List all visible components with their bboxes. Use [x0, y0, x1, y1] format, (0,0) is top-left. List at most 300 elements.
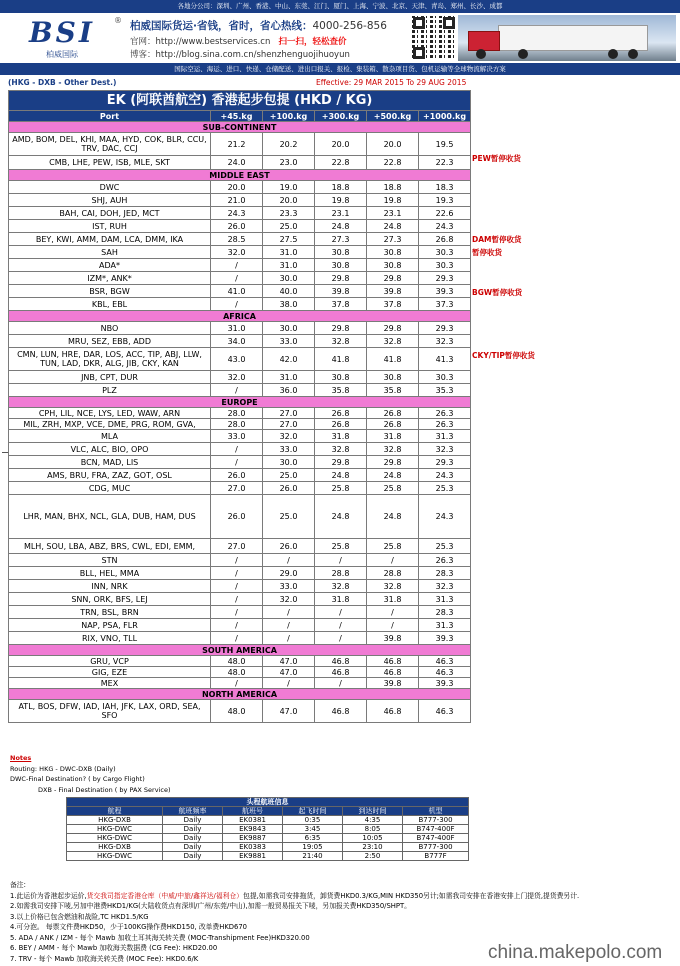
remark-3: 3.以上价格已包含燃油和战险,TC HKD1.5/KG	[10, 912, 149, 921]
port-cell: BLL, HEL, MMA	[9, 567, 211, 580]
rate-cell: /	[263, 619, 315, 632]
rate-cell: 34.0	[211, 335, 263, 348]
table-row	[9, 272, 471, 285]
port-cell: SAH	[9, 246, 211, 259]
table-row	[9, 419, 471, 430]
port-cell: AMD, BOM, DEL, KHI, MAA, HYD, COK, BLR, CCU, TRV, DAC, CCJ	[9, 133, 211, 156]
rate-cell: 32.8	[367, 443, 419, 456]
rate-cell: /	[315, 632, 367, 645]
rate-cell: /	[315, 619, 367, 632]
rate-cell: /	[367, 554, 419, 567]
port-cell: KBL, EBL	[9, 298, 211, 311]
port-cell: CMN, LUN, HRE, DAR, LOS, ACC, TIP, ABJ, LLW, TUN, LAD, DKR, ALG, JIB, CKY, KAN	[9, 348, 211, 371]
flight-cell: HKG-DWC	[67, 834, 163, 843]
port-cell: BSR, BGW	[9, 285, 211, 298]
flight-cell: Daily	[163, 852, 223, 861]
port-cell: MRU, SEZ, EBB, ADD	[9, 335, 211, 348]
rate-cell: 24.3	[211, 207, 263, 220]
rate-cell: /	[211, 384, 263, 397]
rate-cell: 40.0	[263, 285, 315, 298]
rate-cell: 39.8	[367, 632, 419, 645]
rate-cell: /	[211, 567, 263, 580]
route-label: (HKG - DXB - Other Dest.)	[8, 78, 117, 87]
rate-cell: 25.0	[263, 495, 315, 539]
region-label: SUB-CONTINENT	[9, 122, 471, 133]
rate-cell: 31.0	[263, 259, 315, 272]
rate-cell: 29.8	[315, 322, 367, 335]
rate-cell: 28.3	[419, 606, 471, 619]
region-label: EUROPE	[9, 397, 471, 408]
table-row	[9, 539, 471, 554]
services-bar: 国际空运、海运、进口、快递、仓储配送、进出口报关、报检、集装箱、散杂项目货、包机运输等全球物流解决方案	[0, 63, 680, 75]
notes-routing: Routing: HKG - DWC-DXB (Daily)	[10, 765, 116, 773]
port-cell: CDG, MUC	[9, 482, 211, 495]
flight-cell: 23:10	[343, 843, 403, 852]
rate-cell: 20.0	[263, 194, 315, 207]
rate-cell: 46.8	[315, 656, 367, 667]
rate-cell: 30.0	[263, 272, 315, 285]
rate-cell: 36.0	[263, 384, 315, 397]
rate-cell: 22.3	[419, 156, 471, 170]
port-cell: NAP, PSA, FLR	[9, 619, 211, 632]
rate-cell: 41.8	[315, 348, 367, 371]
flight-row	[67, 816, 469, 825]
rate-cell: 46.8	[367, 656, 419, 667]
table-row	[9, 593, 471, 606]
rate-cell: 32.8	[367, 580, 419, 593]
rate-cell: 21.0	[211, 194, 263, 207]
rate-cell: 29.8	[315, 456, 367, 469]
rate-cell: 25.8	[367, 482, 419, 495]
region-label: NORTH AMERICA	[9, 689, 471, 700]
flight-row	[67, 834, 469, 843]
rate-cell: 24.3	[419, 495, 471, 539]
rate-cell: 26.0	[211, 220, 263, 233]
rate-cell: 26.0	[263, 539, 315, 554]
rate-cell: 24.0	[211, 156, 263, 170]
flight-cell: Daily	[163, 834, 223, 843]
port-cell: CMB, LHE, PEW, ISB, MLE, SKT	[9, 156, 211, 170]
side-note: DAM暂停收货	[472, 235, 522, 244]
notes-heading: Notes	[10, 754, 32, 762]
flight-cell: EK0381	[223, 816, 283, 825]
rate-table	[8, 90, 471, 723]
flight-col-departure: 起飞时间	[283, 807, 343, 816]
rate-cell: 29.8	[367, 272, 419, 285]
port-cell: BAH, CAI, DOH, JED, MCT	[9, 207, 211, 220]
flight-cell: HKG-DWC	[67, 825, 163, 834]
rate-cell: 33.0	[263, 335, 315, 348]
port-cell: VLC, ALC, BIO, OPO	[9, 443, 211, 456]
table-row	[9, 371, 471, 384]
remark-2: 2.如需我司安排下唛,另加中港费HKD1/KG(大陆收货点有深圳/广州/东莞/中山),加需一般贸易报关下唛，另加报关费HKD350/SHPT。	[10, 902, 411, 910]
column-header-row	[9, 111, 471, 122]
region-label: AFRICA	[9, 311, 471, 322]
table-row	[9, 700, 471, 723]
rate-cell: 25.3	[419, 482, 471, 495]
rate-cell: 18.3	[419, 181, 471, 194]
rate-cell: 46.8	[367, 700, 419, 723]
table-row	[9, 469, 471, 482]
rate-cell: 31.3	[419, 619, 471, 632]
notes-dxb: DXB - Final Destination ( by PAX Service)	[38, 786, 171, 794]
rate-cell: 39.3	[419, 285, 471, 298]
flight-header-row	[67, 807, 469, 816]
table-title: EK (阿联酋航空) 香港起步包提 (HKD / KG)	[9, 91, 471, 111]
flight-cell: 19:05	[283, 843, 343, 852]
flight-col-number: 航班号	[223, 807, 283, 816]
region-row	[9, 645, 471, 656]
rate-cell: 28.8	[315, 567, 367, 580]
table-row	[9, 259, 471, 272]
table-row	[9, 678, 471, 689]
remarks-title: 备注:	[10, 881, 26, 889]
flight-cell: B777-300	[403, 843, 469, 852]
table-row	[9, 495, 471, 539]
remark-1-a: 1.此运价为香港起步运价,	[10, 891, 87, 900]
rate-cell: 31.3	[419, 593, 471, 606]
rate-cell: 30.8	[367, 246, 419, 259]
rate-cell: 21.2	[211, 133, 263, 156]
rate-cell: 46.3	[419, 700, 471, 723]
port-cell: DWC	[9, 181, 211, 194]
port-cell: MIL, ZRH, MXP, VCE, DME, PRG, ROM, GVA,	[9, 419, 211, 430]
rate-cell: 38.0	[263, 298, 315, 311]
rate-cell: 20.0	[367, 133, 419, 156]
rate-cell: 30.3	[419, 259, 471, 272]
website-link[interactable]: http://www.bestservices.cn	[155, 37, 271, 47]
flight-cell: 0:35	[283, 816, 343, 825]
rate-cell: 39.8	[367, 678, 419, 689]
table-row	[9, 285, 471, 298]
rate-cell: 41.0	[211, 285, 263, 298]
table-row	[9, 233, 471, 246]
table-row	[9, 667, 471, 678]
port-cell: ATL, BOS, DFW, IAD, IAH, JFK, LAX, ORD, SEA, SFO	[9, 700, 211, 723]
rate-cell: 25.0	[263, 469, 315, 482]
rate-cell: 29.3	[419, 272, 471, 285]
remark-6: 6. BEY / AMM - 每个 Mawb 加收海关数据费 (CG Fee): HKD20.00	[10, 944, 218, 952]
region-row	[9, 311, 471, 322]
port-cell: IST, RUH	[9, 220, 211, 233]
rate-cell: 31.3	[419, 430, 471, 443]
port-cell: GRU, VCP	[9, 656, 211, 667]
remark-1-b: 货交我司指定香港仓库（中威/中旅/鑫祥达/福利仓）	[86, 891, 244, 900]
rate-cell: 30.8	[315, 259, 367, 272]
logo-subtitle: 柏威国际	[46, 50, 78, 59]
rate-cell: /	[211, 632, 263, 645]
rate-cell: 24.8	[367, 495, 419, 539]
flight-cell: 6:35	[283, 834, 343, 843]
flight-cell: Daily	[163, 825, 223, 834]
port-cell: PLZ	[9, 384, 211, 397]
port-cell: BCN, MAD, LIS	[9, 456, 211, 469]
table-title-row	[9, 91, 471, 111]
rate-cell: 30.3	[419, 371, 471, 384]
rate-cell: 30.0	[263, 322, 315, 335]
col-header-300kg: +300.kg	[315, 111, 367, 122]
rate-cell: 29.0	[263, 567, 315, 580]
rate-cell: 26.3	[419, 408, 471, 419]
rate-cell: 25.3	[419, 539, 471, 554]
flight-cell: HKG-DXB	[67, 843, 163, 852]
flight-cell: EK0383	[223, 843, 283, 852]
rate-cell: /	[211, 619, 263, 632]
flight-cell: B777-300	[403, 816, 469, 825]
table-row	[9, 606, 471, 619]
port-cell: IZM*, ANK*	[9, 272, 211, 285]
rate-cell: 19.8	[367, 194, 419, 207]
port-cell: MLA	[9, 430, 211, 443]
port-cell: RIX, VNO, TLL	[9, 632, 211, 645]
flight-table	[66, 797, 469, 861]
table-row	[9, 482, 471, 495]
rate-cell: 39.3	[419, 632, 471, 645]
rate-cell: 28.8	[367, 567, 419, 580]
rate-cell: 25.8	[315, 482, 367, 495]
rate-cell: 26.0	[211, 495, 263, 539]
flight-col-frequency: 航班频率	[163, 807, 223, 816]
region-row	[9, 397, 471, 408]
rate-cell: /	[211, 298, 263, 311]
rate-cell: 30.8	[315, 246, 367, 259]
region-row	[9, 122, 471, 133]
rate-cell: 26.0	[211, 469, 263, 482]
remark-1	[10, 891, 579, 902]
port-cell: STN	[9, 554, 211, 567]
rate-cell: 31.0	[263, 246, 315, 259]
col-header-45kg: +45.kg	[211, 111, 263, 122]
scan-tagline: 扫一扫，轻松查价	[278, 37, 347, 47]
flight-col-arrival: 到达时间	[343, 807, 403, 816]
rate-cell: 26.8	[419, 233, 471, 246]
table-row	[9, 554, 471, 567]
flight-cell: EK9881	[223, 852, 283, 861]
side-note: 暂停收货	[472, 248, 502, 257]
rate-cell: 26.3	[419, 419, 471, 430]
rate-cell: 32.8	[315, 335, 367, 348]
rate-cell: 28.0	[211, 419, 263, 430]
rate-cell: 28.0	[211, 408, 263, 419]
rate-cell: 30.0	[263, 456, 315, 469]
flight-title-row	[67, 798, 469, 807]
rate-cell: 27.0	[263, 419, 315, 430]
rate-cell: 27.3	[315, 233, 367, 246]
table-row	[9, 181, 471, 194]
rate-cell: 29.3	[419, 322, 471, 335]
rate-cell: 33.0	[263, 580, 315, 593]
table-row	[9, 348, 471, 371]
port-cell: INN, NRK	[9, 580, 211, 593]
remark-5: 5. ADA / ANK / IZM - 每个 Mawb 加收土耳其海关转关费 (MOC-Transhipment Fee)HKD320.00	[10, 933, 310, 942]
rate-cell: 32.3	[419, 443, 471, 456]
table-row	[9, 207, 471, 220]
flight-cell: 2:50	[343, 852, 403, 861]
rate-cell: 19.5	[419, 133, 471, 156]
rate-cell: 24.8	[367, 220, 419, 233]
rate-cell: 23.0	[263, 156, 315, 170]
rate-cell: 32.0	[211, 371, 263, 384]
rate-cell: 19.0	[263, 181, 315, 194]
port-cell: SHJ, AUH	[9, 194, 211, 207]
rate-cell: /	[211, 606, 263, 619]
table-row	[9, 619, 471, 632]
rate-cell: /	[211, 456, 263, 469]
rate-cell: 47.0	[263, 667, 315, 678]
rate-cell: 23.1	[367, 207, 419, 220]
flight-cell: Daily	[163, 816, 223, 825]
table-row	[9, 335, 471, 348]
rate-cell: 30.8	[367, 371, 419, 384]
rate-cell: /	[263, 606, 315, 619]
port-cell: NBO	[9, 322, 211, 335]
rate-cell: 20.2	[263, 133, 315, 156]
rate-cell: 39.8	[367, 285, 419, 298]
port-cell: AMS, BRU, FRA, ZAZ, GOT, OSL	[9, 469, 211, 482]
hotline-number: 4000-256-856	[312, 20, 387, 32]
blog-link[interactable]: http://blog.sina.com.cn/shenzhenguojihuoyun	[155, 50, 350, 60]
rate-cell: 30.3	[419, 246, 471, 259]
rate-cell: 48.0	[211, 656, 263, 667]
flight-cell: EK9887	[223, 834, 283, 843]
rate-cell: 24.8	[367, 469, 419, 482]
rate-cell: 23.3	[263, 207, 315, 220]
rate-cell: 24.8	[315, 495, 367, 539]
rate-cell: 26.8	[315, 408, 367, 419]
rate-cell: 29.8	[315, 272, 367, 285]
rate-cell: 31.8	[315, 593, 367, 606]
table-row	[9, 567, 471, 580]
rate-cell: 23.1	[315, 207, 367, 220]
rate-cell: 48.0	[211, 700, 263, 723]
flight-cell: 4:35	[343, 816, 403, 825]
rate-cell: 32.0	[263, 430, 315, 443]
rate-cell: 32.3	[419, 335, 471, 348]
col-header-1000kg: +1000.kg	[419, 111, 471, 122]
table-row	[9, 430, 471, 443]
rate-cell: 32.3	[419, 580, 471, 593]
rate-cell: /	[211, 580, 263, 593]
rate-cell: 46.3	[419, 667, 471, 678]
rate-cell: 31.0	[263, 371, 315, 384]
rate-cell: /	[211, 272, 263, 285]
table-row	[9, 408, 471, 419]
website-label: 官网：	[130, 37, 156, 47]
region-row	[9, 170, 471, 181]
margin-mark	[2, 452, 8, 453]
flight-cell: 8:05	[343, 825, 403, 834]
table-row	[9, 656, 471, 667]
rate-cell: /	[315, 678, 367, 689]
rate-cell: 41.8	[367, 348, 419, 371]
table-row	[9, 384, 471, 397]
rate-cell: 33.0	[263, 443, 315, 456]
rate-cell: 25.0	[263, 220, 315, 233]
rate-cell: 37.8	[315, 298, 367, 311]
watermark: china.makepolo.com	[488, 942, 663, 963]
port-cell: MLH, SOU, LBA, ABZ, BRS, CWL, EDI, EMM,	[9, 539, 211, 554]
effective-dates: Effective: 29 MAR 2015 To 29 AUG 2015	[316, 78, 467, 87]
rate-cell: 20.0	[211, 181, 263, 194]
rate-cell: 25.8	[367, 539, 419, 554]
remark-7: 7. TRV - 每个 Mawb 加收海关转关费 (MOC Fee): HKD0.6/K	[10, 954, 199, 963]
rate-cell: 46.8	[315, 700, 367, 723]
rate-cell: 28.5	[211, 233, 263, 246]
rate-cell: 24.8	[315, 469, 367, 482]
website-line	[130, 35, 346, 47]
flight-cell: B777F	[403, 852, 469, 861]
rate-cell: 32.0	[263, 593, 315, 606]
flight-cell: 3:45	[283, 825, 343, 834]
flight-cell: B747-400F	[403, 825, 469, 834]
slogan-text: 柏威国际货运·省钱，省时，省心热线：	[130, 20, 313, 32]
rate-cell: 42.0	[263, 348, 315, 371]
table-row	[9, 456, 471, 469]
flight-row	[67, 825, 469, 834]
rate-cell: 35.8	[367, 384, 419, 397]
rate-cell: /	[367, 606, 419, 619]
rate-cell: 19.3	[419, 194, 471, 207]
port-cell: MEX	[9, 678, 211, 689]
rate-cell: 20.0	[315, 133, 367, 156]
rate-cell: /	[211, 593, 263, 606]
bsi-logo	[12, 16, 122, 60]
port-cell: SNN, ORK, BFS, LEJ	[9, 593, 211, 606]
rate-cell: 30.8	[367, 259, 419, 272]
rate-cell: /	[263, 632, 315, 645]
rate-cell: 27.0	[211, 482, 263, 495]
rate-cell: 19.8	[315, 194, 367, 207]
notes-title	[10, 754, 31, 762]
table-row	[9, 194, 471, 207]
qr-code-icon	[412, 16, 456, 60]
rate-cell: 24.3	[419, 220, 471, 233]
flight-row	[67, 852, 469, 861]
rate-cell: /	[315, 554, 367, 567]
port-cell: LHR, MAN, BHX, NCL, GLA, DUB, HAM, DUS	[9, 495, 211, 539]
rate-cell: 39.3	[419, 678, 471, 689]
side-note: CKY/TIP暂停收货	[472, 351, 535, 360]
rate-cell: /	[211, 678, 263, 689]
rate-cell: /	[263, 554, 315, 567]
remark-4: 4.可分泡。 每票文件费HKD50，少于100KG操作费HKD150, 改单费HKD670	[10, 923, 248, 931]
side-note: BGW暂停收货	[472, 288, 523, 297]
rate-cell: /	[367, 619, 419, 632]
rate-cell: 29.8	[367, 456, 419, 469]
col-header-port: Port	[9, 111, 211, 122]
table-row	[9, 580, 471, 593]
rate-cell: 31.0	[211, 322, 263, 335]
flight-cell: EK9843	[223, 825, 283, 834]
rate-cell: 37.8	[367, 298, 419, 311]
rate-cell: 27.5	[263, 233, 315, 246]
table-row	[9, 156, 471, 170]
blog-line	[130, 48, 350, 60]
rate-cell: 35.8	[315, 384, 367, 397]
rate-cell: 22.8	[315, 156, 367, 170]
rate-cell: 48.0	[211, 667, 263, 678]
rate-cell: 22.8	[367, 156, 419, 170]
rate-cell: 32.8	[315, 580, 367, 593]
flight-cell: 21:40	[283, 852, 343, 861]
rate-cell: 31.8	[367, 593, 419, 606]
rate-cell: 37.3	[419, 298, 471, 311]
col-header-100kg: +100.kg	[263, 111, 315, 122]
rate-cell: 27.0	[211, 539, 263, 554]
rate-cell: 29.3	[419, 456, 471, 469]
rate-cell: 47.0	[263, 656, 315, 667]
port-cell: BEY, KWI, AMM, DAM, LCA, DMM, IKA	[9, 233, 211, 246]
